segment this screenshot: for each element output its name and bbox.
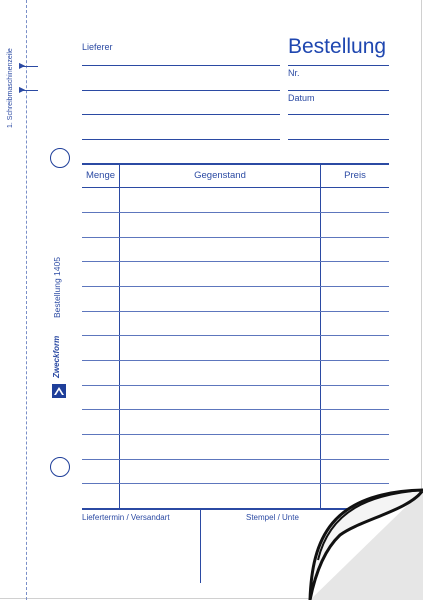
form-number-label: Bestellung 1405 xyxy=(52,257,62,318)
date-field-line[interactable] xyxy=(288,114,389,115)
punch-hole-top xyxy=(50,148,70,168)
date-label: Datum xyxy=(288,93,315,103)
table-row[interactable] xyxy=(82,360,389,361)
extra-field-line[interactable] xyxy=(288,139,389,140)
stamp-label: Stempel / Unte xyxy=(246,513,299,522)
title-underline xyxy=(288,65,389,66)
brand-logo-icon xyxy=(52,384,66,398)
column-header-item: Gegenstand xyxy=(194,170,246,181)
supplier-line-2[interactable] xyxy=(82,90,280,91)
form-title: Bestellung xyxy=(288,35,387,58)
table-row[interactable] xyxy=(82,385,389,386)
supplier-line-4[interactable] xyxy=(82,139,280,140)
punch-hole-bottom xyxy=(50,457,70,477)
table-row[interactable] xyxy=(82,261,389,262)
table-row[interactable] xyxy=(82,286,389,287)
footer-divider xyxy=(200,509,201,583)
number-label: Nr. xyxy=(288,68,300,78)
supplier-line-3[interactable] xyxy=(82,114,280,115)
arrow-right-icon: ▶ xyxy=(19,61,26,70)
table-row[interactable] xyxy=(82,237,389,238)
table-row[interactable] xyxy=(82,459,389,460)
brand-logo-text: Zweckform xyxy=(52,335,61,378)
number-field-line[interactable] xyxy=(288,90,389,91)
table-row[interactable] xyxy=(82,409,389,410)
delivery-label: Liefertermin / Versandart xyxy=(82,513,170,522)
table-row[interactable] xyxy=(82,212,389,213)
table-row[interactable] xyxy=(82,311,389,312)
page-curl-graphic xyxy=(300,480,423,600)
table-top-border xyxy=(82,163,389,165)
arrow-right-icon: ▶ xyxy=(19,85,26,94)
typewriter-line-label: 1. Schreibmaschinenzeile xyxy=(7,48,14,128)
column-header-quantity: Menge xyxy=(85,170,116,181)
table-row[interactable] xyxy=(82,335,389,336)
supplier-line-1[interactable] xyxy=(82,65,280,66)
column-header-price: Preis xyxy=(344,170,366,181)
table-row[interactable] xyxy=(82,434,389,435)
table-header-bottom xyxy=(82,187,389,188)
supplier-label: Lieferer xyxy=(82,42,113,52)
